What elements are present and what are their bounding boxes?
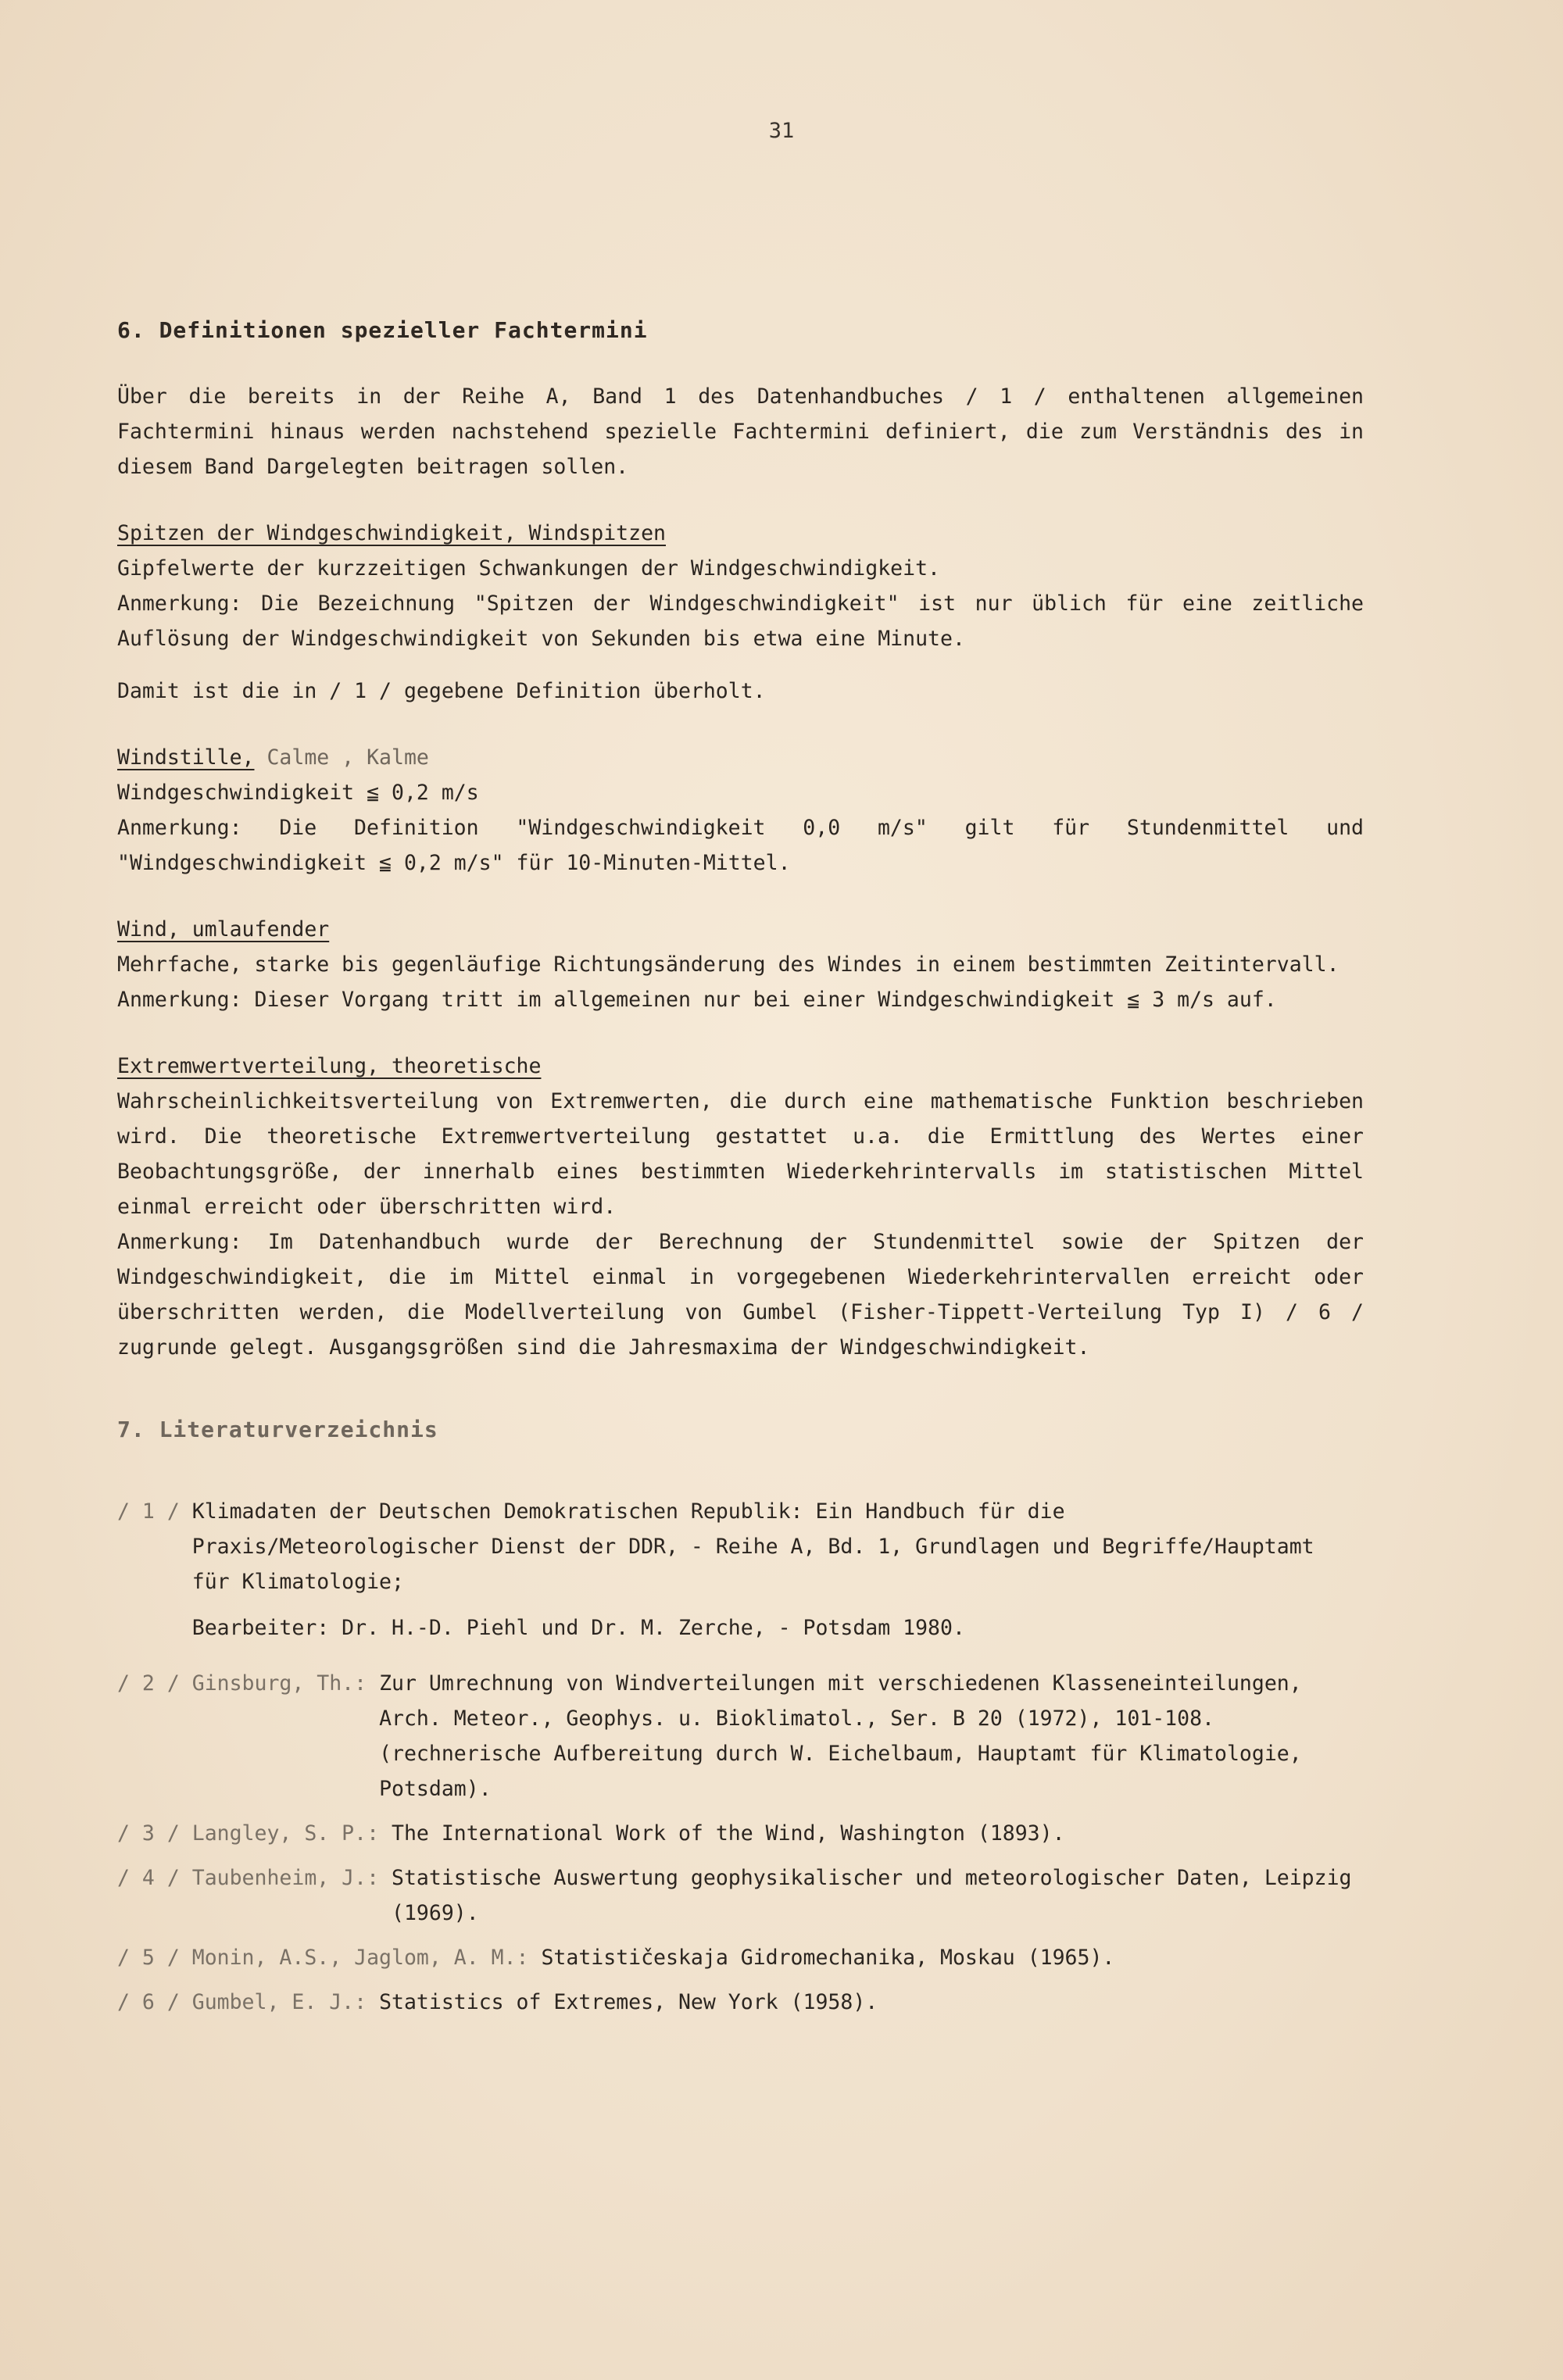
reference-text: Statističeskaja Gidromechanika, Moskau (1965). <box>541 1946 1115 1970</box>
reference-number: / 4 / <box>117 1866 192 1890</box>
reference-number: / 3 / <box>117 1821 192 1846</box>
reference-number: / 6 / <box>117 1990 192 2014</box>
definition-block <box>117 516 1364 709</box>
reference-text: Zur Umrechnung von Windverteilungen mit verschiedenen Klasseneinteilungen, Arch. Meteor., Geophys. u. Bioklimatol., Ser. B 20 (1972), 101-108. (rechnerische Aufbereitung durch W. Eichelbaum, Hauptamt für Klimatologie, Potsdam). <box>379 1671 1302 1801</box>
page-number: 31 <box>768 119 795 143</box>
reference-number: / 2 / <box>117 1671 192 1696</box>
definition-note: Anmerkung: Im Datenhandbuch wurde der Berechnung der Stundenmittel sowie der Spitzen der Windgeschwindigkeit, die im Mittel einmal in vorgegebenen Wiederkehrintervallen erreicht oder überschritten werden, die Modellverteilung von Gumbel (Fisher-Tippett-Verteilung Typ I) / 6 / zugrunde gelegt. Ausgangsgrößen sind die Jahresmaxima der Windgeschwindigkeit. <box>117 1230 1364 1360</box>
reference-item <box>117 1494 1364 1646</box>
definition-note: Damit ist die in / 1 / gegebene Definition überholt. <box>117 679 766 703</box>
definition-term: Windstille, <box>117 745 255 770</box>
definition-text: Mehrfache, starke bis gegenläufige Richtungsänderung des Windes in einem bestimmten Zeitintervall. <box>117 952 1339 977</box>
definition-text: Wahrscheinlichkeitsverteilung von Extremwerten, die durch eine mathematische Funktion beschrieben wird. Die theoretische Extremwertverteilung gestattet u.a. die Ermittlung des Wertes einer Beobachtungsgröße, der innerhalb eines bestimmten Wiederkehrintervalls im statistischen Mittel einmal erreicht oder überschritten wird. <box>117 1089 1364 1219</box>
definition-note: Anmerkung: Die Bezeichnung "Spitzen der Windgeschwindigkeit" ist nur üblich für eine zeitliche Auflösung der Windgeschwindigkeit von Sekunden bis etwa eine Minute. <box>117 591 1364 651</box>
definition-block <box>117 740 1364 881</box>
reference-number: / 1 / <box>117 1499 192 1524</box>
reference-author: Ginsburg, Th.: <box>191 1671 380 1696</box>
reference-author: Langley, S. P.: <box>191 1821 392 1846</box>
definition-text: Windgeschwindigkeit ≦ 0,2 m/s <box>117 781 479 805</box>
reference-number: / 5 / <box>117 1946 192 1970</box>
definition-term: Spitzen der Windgeschwindigkeit, Windspitzen <box>117 521 666 545</box>
definition-term: Extremwertverteilung, theoretische <box>117 1054 542 1078</box>
definition-term: Wind, umlaufender <box>117 917 330 942</box>
reference-text: The International Work of the Wind, Washington (1893). <box>392 1821 1065 1846</box>
reference-text: Statistics of Extremes, New York (1958). <box>379 1990 878 2014</box>
reference-text: Statistische Auswertung geophysikalischer und meteorologischer Daten, Leipzig (1969). <box>392 1866 1352 1925</box>
definition-term-synonyms: Calme , Kalme <box>254 745 429 770</box>
reference-item <box>117 1666 1364 1806</box>
definition-note: Anmerkung: Die Definition "Windgeschwindigkeit 0,0 m/s" gilt für Stundenmittel und "Windgeschwindigkeit ≦ 0,2 m/s" für 10-Minuten-Mittel. <box>117 816 1364 875</box>
definition-text: Gipfelwerte der kurzzeitigen Schwankungen der Windgeschwindigkeit. <box>117 556 940 581</box>
reference-author: Monin, A.S., Jaglom, A. M.: <box>191 1946 542 1970</box>
reference-item <box>117 1860 1364 1931</box>
reference-author: Taubenheim, J.: <box>191 1866 392 1890</box>
reference-text: Klimadaten der Deutschen Demokratischen Republik: Ein Handbuch für die Praxis/Meteorologischer Dienst der DDR, - Reihe A, Bd. 1, Grundlagen und Begriffe/Hauptamt für Klimatologie; <box>191 1499 1314 1594</box>
section-7-heading: 7. Literaturverzeichnis <box>117 1417 438 1442</box>
reference-editor: Bearbeiter: Dr. H.-D. Piehl und Dr. M. Zerche, - Potsdam 1980. <box>191 1616 965 1640</box>
reference-item <box>117 1816 1364 1851</box>
section-6-heading: 6. Definitionen spezieller Fachtermini <box>117 317 648 343</box>
reference-author: Gumbel, E. J.: <box>191 1990 380 2014</box>
definition-note: Anmerkung: Dieser Vorgang tritt im allgemeinen nur bei einer Windgeschwindigkeit ≦ 3 m/s auf. <box>117 988 1277 1012</box>
section-6-intro: Über die bereits in der Reihe A, Band 1 des Datenhandbuches / 1 / enthaltenen allgemeinen Fachtermini hinaus werden nachstehend spezielle Fachtermini definiert, die zum Verständnis des in diesem Band Dargelegten beitragen sollen. <box>117 384 1364 479</box>
page-content <box>117 313 1364 2029</box>
reference-item <box>117 1985 1364 2020</box>
definition-block <box>117 912 1364 1017</box>
reference-item <box>117 1940 1364 1975</box>
definition-block <box>117 1049 1364 1365</box>
